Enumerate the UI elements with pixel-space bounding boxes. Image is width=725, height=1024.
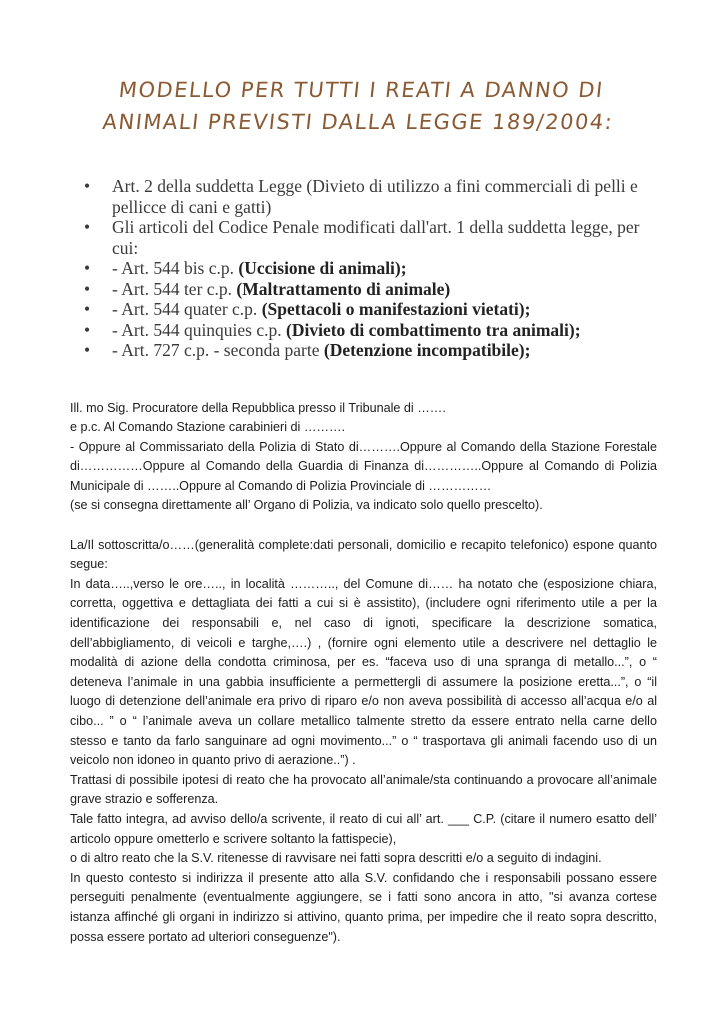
bullet-icon: • bbox=[84, 258, 91, 278]
list-item-text: - Art. 544 bis c.p. bbox=[112, 258, 239, 278]
list-item-bold: (Detenzione incompatibile); bbox=[323, 340, 531, 360]
list-item-bold: (Uccisione di animali); bbox=[238, 258, 407, 278]
letter-body bbox=[70, 399, 657, 948]
list-item bbox=[84, 279, 657, 300]
addressee-prosecutor: Ill. mo Sig. Procuratore della Repubblica presso il Tribunale di ……. bbox=[70, 400, 446, 415]
list-item-bold: (Maltrattamento di animale) bbox=[236, 278, 451, 299]
title-line-1: MODELLO PER TUTTI I REATI A DANNO DI bbox=[117, 78, 605, 102]
article-paragraph: Tale fatto integra, ad avviso dello/a scrivente, il reato di cui all’ art. ___ C.P. (citare il numero esatto dell’ articolo oppure ometterlo e scrivere soltanto la fattispecie), bbox=[70, 811, 657, 846]
list-item-text: Art. 2 della suddetta Legge (Divieto di utilizzo a fini commerciali di pelli e pellicce di cani e gatti) bbox=[112, 176, 638, 217]
list-item-text: Gli articoli del Codice Penale modificati dall'art. 1 della suddetta legge, per cui: bbox=[112, 217, 640, 258]
other-offense-paragraph: o di altro reato che la S.V. ritenesse di ravvisare nei fatti sopra descritti e/o a seguito di indagini. bbox=[70, 851, 602, 866]
offense-paragraph: Trattasi di possibile ipotesi di reato che ha provocato all’animale/sta continuando a provocare all’animale grave strazio e sofferenza. bbox=[70, 772, 657, 807]
list-item-text: - Art. 544 quinquies c.p. bbox=[112, 319, 287, 340]
paragraph-gap bbox=[70, 516, 657, 536]
bullet-icon: • bbox=[84, 217, 91, 237]
list-item bbox=[84, 320, 657, 341]
list-item bbox=[84, 299, 657, 320]
list-item-bold: (Divieto di combattimento tra animali); bbox=[286, 319, 581, 340]
list-item-text: - Art. 544 ter c.p. bbox=[112, 278, 237, 299]
list-item-bold: (Spettacoli o manifestazioni vietati); bbox=[261, 299, 531, 319]
list-item-text: - Art. 544 quater c.p. bbox=[112, 299, 262, 319]
list-item bbox=[84, 217, 657, 258]
bullet-icon: • bbox=[84, 278, 91, 299]
bullet-icon: • bbox=[84, 340, 91, 360]
request-paragraph: In questo contesto si indirizza il presente atto alla S.V. confidando che i responsabili possano essere perseguiti penalmente (eventualmente aggiungere, se i fatti sono ancora in atto, "si avanza cortese istanza affinché gli organi in indirizzo si attivino, quanto prima, per impedire che il reato sopra descritto, possa essere portato ad ulteriori conseguenze"). bbox=[70, 870, 657, 944]
list-item bbox=[84, 258, 657, 279]
bullet-icon: • bbox=[84, 176, 91, 196]
declarant-paragraph: La/Il sottoscritta/o……(generalità complete:dati personali, domicilio e recapito telefonico) espone quanto segue: bbox=[70, 537, 657, 572]
facts-paragraph: In data…..,verso le ore….., in località ……….., del Comune di…… ha notato che (esposizione chiara, corretta, oggettiva e dettagliata dei fatti a cui si è assistito), (includere ogni riferimento utile a per la identificazione dei responsabili e, nel caso di ignoti, specificare la descrizione somatica, dell’abbigliamento, di veicoli e targhe,….) , (fornire ogni elemento utile a descrivere nel dettaglio le modalità di azione della condotta criminosa, per es. “faceva uso di una spranga di metallo...”, o “ deteneva l’animale in una gabbia insufficiente a permettergli di assumere la posizione eretta...”, o “il luogo di detenzione dell’animale era privo di riparo e/o non aveva possibilità di accesso all’acqua e/o al cibo... ” o “ l’animale aveva un collare metallico talmente stretto da essere entrato nella carne dello stesso e tanto da farlo sanguinare ad ogni movimento...” o “ trasportava gli animali facendo uso di un veicolo non idoneo in quanto privo di aerazione..”) . bbox=[70, 576, 657, 768]
title-line-2: ANIMALI PREVISTI DALLA LEGGE 189/2004: bbox=[101, 110, 615, 134]
list-item-text: - Art. 727 c.p. - seconda parte bbox=[112, 340, 324, 360]
addressee-note: (se si consegna direttamente all’ Organo di Polizia, va indicato solo quello prescelto). bbox=[70, 498, 543, 513]
list-item bbox=[84, 176, 657, 217]
bullet-icon: • bbox=[84, 319, 91, 340]
document-title bbox=[63, 0, 665, 138]
law-articles-list bbox=[70, 176, 657, 361]
addressee-carabinieri: e p.c. Al Comando Stazione carabinieri di ………. bbox=[70, 420, 346, 435]
bullet-icon: • bbox=[84, 299, 91, 319]
addressee-alternatives: - Oppure al Commissariato della Polizia di Stato di……….Oppure al Comando della Stazione Forestale di……………Oppure al Comando della Guardia di Finanza di…………..Oppure al Comando di Polizia Municipale di ……..Oppure al Comando di Polizia Provinciale di …………… bbox=[70, 439, 657, 493]
list-item bbox=[84, 340, 657, 361]
